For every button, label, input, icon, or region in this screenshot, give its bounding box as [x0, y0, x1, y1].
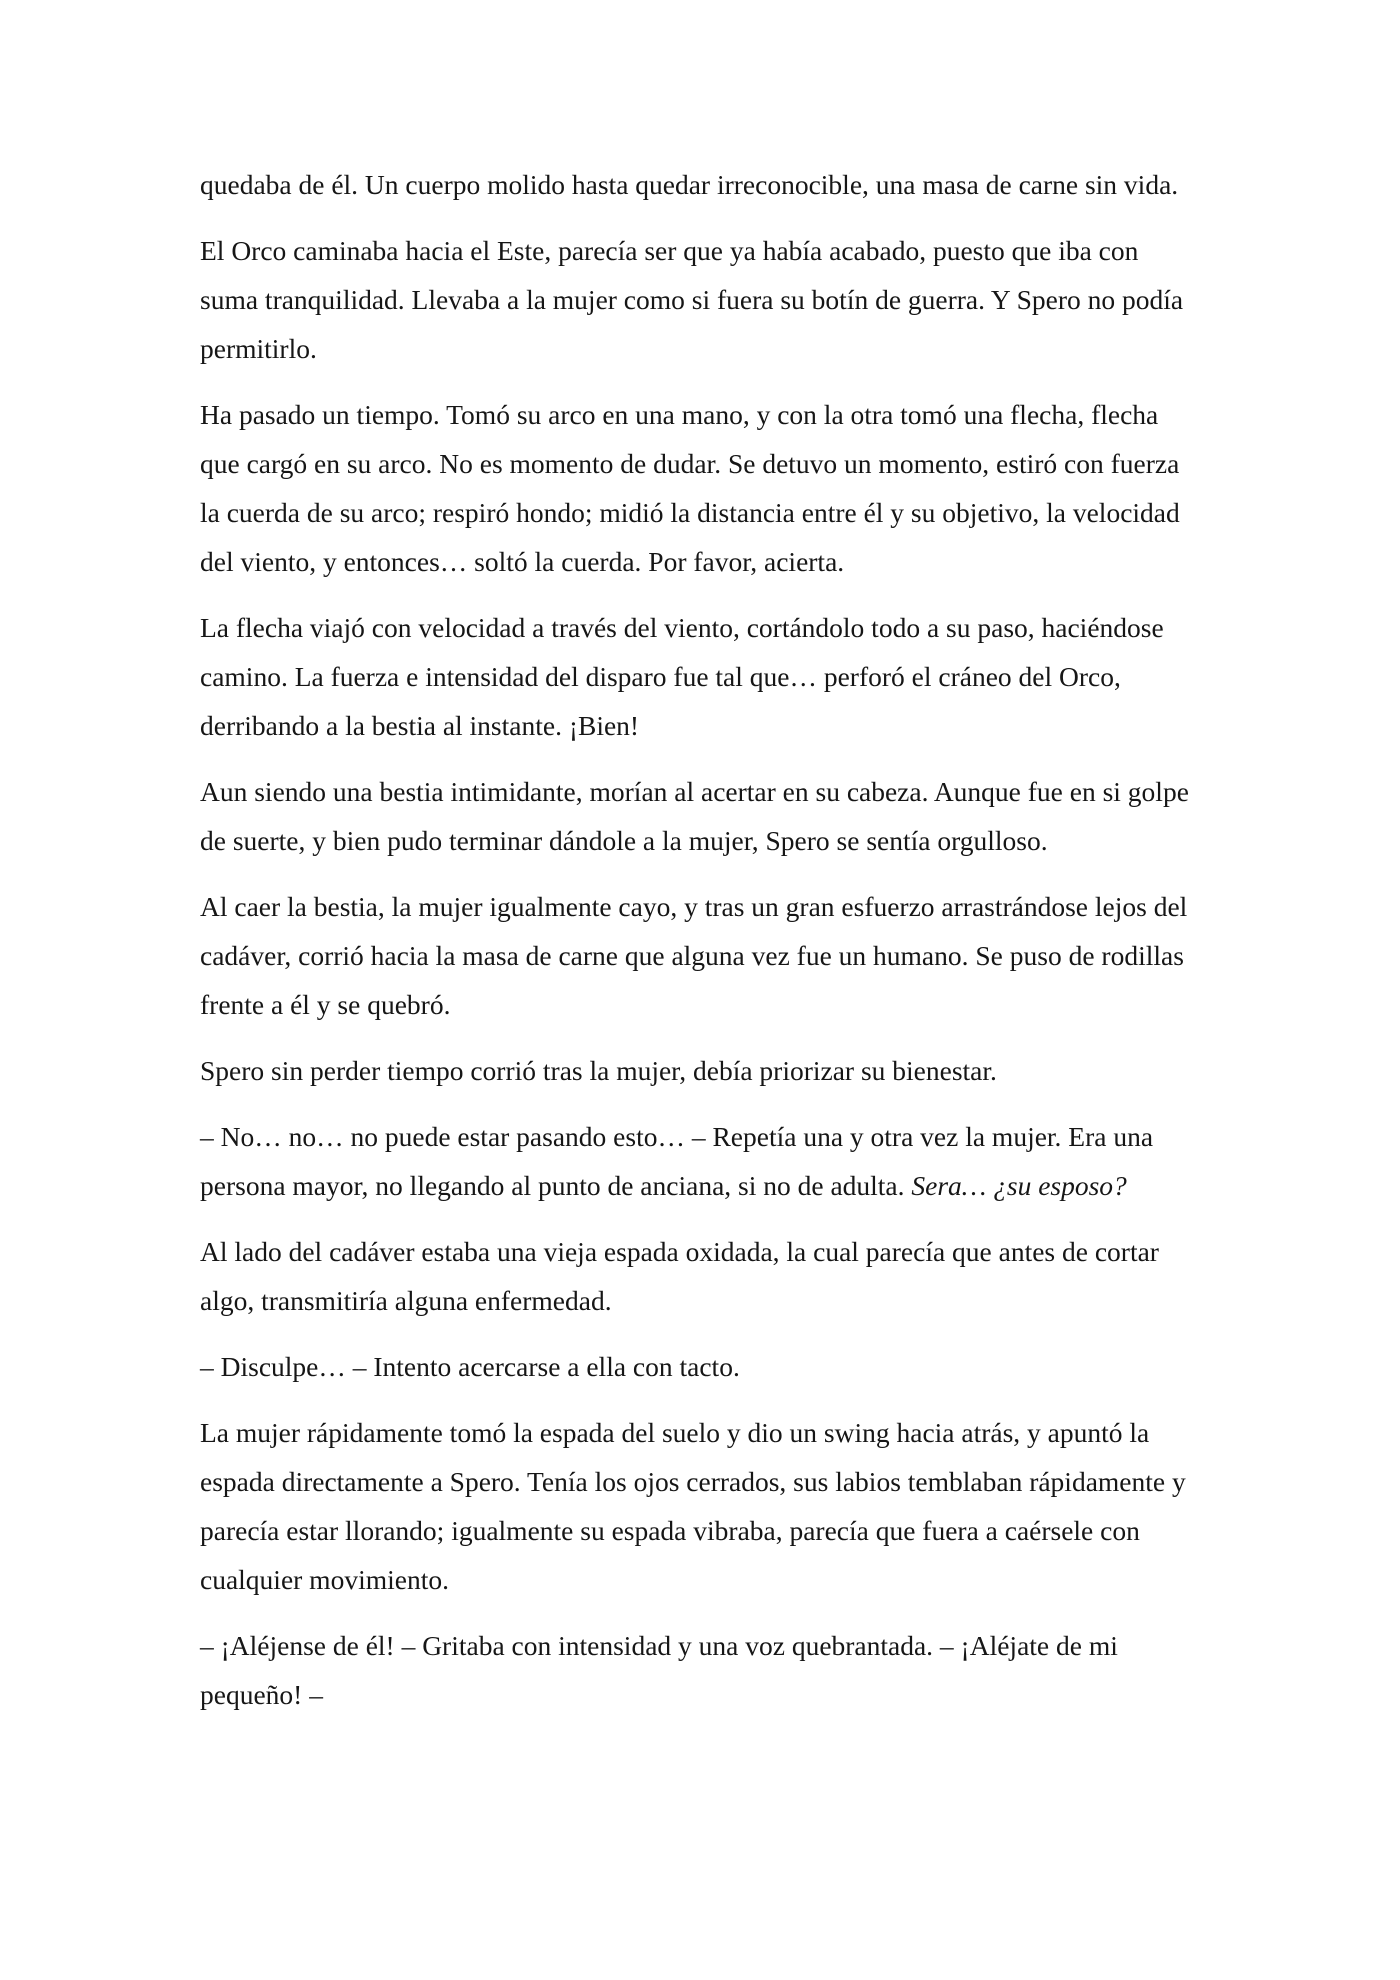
paragraph-text: – Disculpe… – Intento acercarse a ella con tacto. [200, 1351, 740, 1382]
paragraph [200, 1408, 1200, 1604]
paragraph [200, 767, 1200, 865]
document-body [200, 160, 1200, 1736]
paragraph-text: El Orco caminaba hacia el Este, parecía ser que ya había acabado, puesto que iba con suma tranquilidad. Llevaba a la mujer como si fuera su botín de guerra. Y Spero no podía permitirlo. [200, 235, 1184, 364]
paragraph [200, 1227, 1200, 1325]
paragraph-text: Al lado del cadáver estaba una vieja espada oxidada, la cual parecía que antes de cortar algo, transmitiría alguna enfermedad. [200, 1236, 1159, 1316]
paragraph-text: La flecha viajó con velocidad a través del viento, cortándolo todo a su paso, haciéndose camino. La fuerza e intensidad del disparo fue tal que… perforó el cráneo del Orco, derribando a la bestia al instante. ¡Bien! [200, 612, 1164, 741]
paragraph-text: La mujer rápidamente tomó la espada del suelo y dio un swing hacia atrás, y apuntó la espada directamente a Spero. Tenía los ojos cerrados, sus labios temblaban rápidamente y parecía estar llorando; igualmente su espada vibraba, parecía que fuera a caérsele con cualquier movimiento. [200, 1417, 1186, 1595]
paragraph-text: Ha pasado un tiempo. Tomó su arco en una mano, y con la otra tomó una flecha, flecha que cargó en su arco. No es momento de dudar. Se detuvo un momento, estiró con fuerza la cuerda de su arco; respiró hondo; midió la distancia entre él y su objetivo, la velocidad del viento, y entonces… soltó la cuerda. Por favor, acierta. [200, 399, 1180, 577]
paragraph [200, 882, 1200, 1029]
paragraph [200, 1621, 1200, 1719]
paragraph-text: Al caer la bestia, la mujer igualmente cayo, y tras un gran esfuerzo arrastrándose lejos del cadáver, corrió hacia la masa de carne que alguna vez fue un humano. Se puso de rodillas frente a él y se quebró. [200, 891, 1188, 1020]
paragraph [200, 603, 1200, 750]
paragraph [200, 1046, 1200, 1095]
paragraph [200, 1112, 1200, 1210]
paragraph-text: Aun siendo una bestia intimidante, morían al acertar en su cabeza. Aunque fue en si golpe de suerte, y bien pudo terminar dándole a la mujer, Spero se sentía orgulloso. [200, 776, 1189, 856]
paragraph [200, 226, 1200, 373]
italic-text: Sera… ¿su esposo? [911, 1170, 1127, 1201]
paragraph-text: Spero sin perder tiempo corrió tras la mujer, debía priorizar su bienestar. [200, 1055, 997, 1086]
paragraph-text: – ¡Aléjense de él! – Gritaba con intensidad y una voz quebrantada. – ¡Aléjate de mi pequeño! – [200, 1630, 1118, 1710]
paragraph-text: quedaba de él. Un cuerpo molido hasta quedar irreconocible, una masa de carne sin vida. [200, 169, 1179, 200]
paragraph-text: – No… no… no puede estar pasando esto… – Repetía una y otra vez la mujer. Era una persona mayor, no llegando al punto de anciana, si no de adulta. [200, 1121, 1154, 1201]
paragraph [200, 160, 1200, 209]
paragraph [200, 390, 1200, 586]
paragraph [200, 1342, 1200, 1391]
